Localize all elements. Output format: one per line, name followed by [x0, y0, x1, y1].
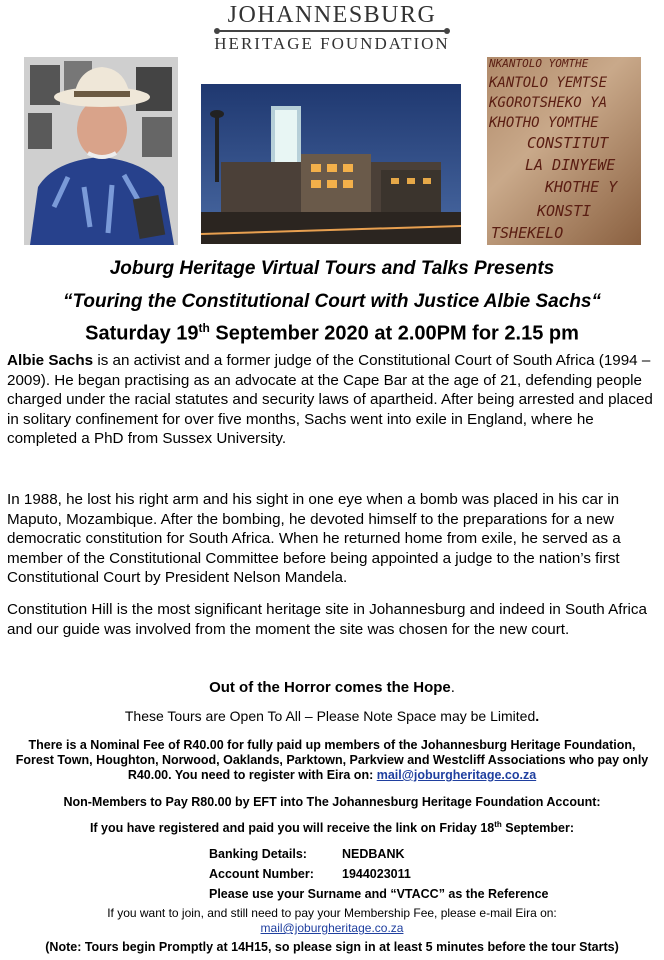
- payment-reference: Please use your Surname and “VTACC” as the Reference: [209, 887, 549, 901]
- bio-name: Albie Sachs: [7, 352, 94, 369]
- link-notice-suffix: th: [494, 820, 502, 829]
- albie-sachs-photo: [24, 57, 178, 245]
- tagline-period: .: [450, 679, 455, 696]
- tour-note: (Note: Tours begin Promptly at 14H15, so please sign in at least 5 minutes before the tour Starts): [45, 940, 619, 954]
- foundation-logo: [0, 2, 664, 54]
- wall-line: TSHEKELO: [491, 224, 564, 242]
- banking-label: Banking Details:: [209, 847, 307, 861]
- link-notice-end: September:: [501, 821, 575, 836]
- member-fee-text: There is a Nominal Fee of R40.00 for fully paid up members of the Johannesburg Heritage Foundation, Forest Town, Houghton, Norwood, Oaklands, Parktown, Parkview and Westcliff Associations who pay only R40.00. You need to register with Eira on:: [15, 738, 649, 782]
- account-label: Account Number:: [209, 867, 314, 881]
- event-date-suffix: th: [198, 321, 210, 335]
- logo-title: JOHANNESBURG: [227, 2, 437, 28]
- tagline-text: Out of the Horror comes the Hope: [209, 679, 451, 696]
- bio-text: is an activist and a former judge of the Constitutional Court of South Africa (1994 – 2009). He began practising as an advocate at the Cape Bar at the age of 21, defending people charged under the racial statutes and security laws of apartheid. After being arrested and placed in solitary confinement for over five months, Sachs went into exile in England, where he completed a PhD from Sussex University.: [7, 352, 653, 447]
- wall-line: KHOTHO YOMTHE: [489, 115, 599, 131]
- membership-text: If you want to join, and still need to pay your Membership Fee, please e-mail Eira on:: [107, 906, 557, 920]
- event-date-day: Saturday 19: [85, 322, 199, 345]
- portrait-illustration: [24, 57, 178, 245]
- wall-line: CONSTITUT: [527, 134, 609, 152]
- event-date: [0, 321, 664, 346]
- bio-paragraph-2: In 1988, he lost his right arm and his sight in one eye when a bomb was placed in his car in Maputo, Mozambique. After the bombing, he devoted himself to the preparations for a new democratic constitution for South Africa. When he returned home from exile, he served as a member of the Constitutional Committee before being appointed a judge to the nation’s first Constitutional Court by President Nelson Mandela.: [7, 491, 621, 586]
- wall-line: KONSTI: [537, 202, 592, 220]
- heritage-paragraph: Constitution Hill is the most significant heritage site in Johannesburg and indeed in South Africa and our guide was involved from the moment the site was chosen for the new court.: [7, 601, 647, 638]
- logo-subtitle: HERITAGE FOUNDATION: [214, 34, 450, 53]
- wall-line: LA DINYEWE: [525, 156, 616, 174]
- bio-paragraph-1: [7, 351, 659, 449]
- open-notice-period: .: [535, 708, 540, 724]
- event-presenter: Joburg Heritage Virtual Tours and Talks Presents: [109, 258, 555, 279]
- member-fee-notice: [12, 738, 652, 783]
- court-building-illustration: [201, 84, 461, 244]
- open-notice: [0, 708, 664, 724]
- wall-line: NKANTOLO YOMTHE: [489, 57, 589, 70]
- account-number: 1944023011: [342, 867, 411, 881]
- open-notice-text: These Tours are Open To All – Please Note Space may be Limited: [124, 708, 536, 724]
- logo-divider: [216, 30, 448, 32]
- bank-name: NEDBANK: [342, 847, 405, 861]
- event-title: “Touring the Constitutional Court with Justice Albie Sachs“: [62, 291, 601, 312]
- link-notice-text: If you have registered and paid you will receive the link on Friday 18: [89, 821, 495, 836]
- wall-line: KGOROTSHEKO YA: [489, 95, 608, 111]
- membership-notice: [0, 906, 664, 936]
- register-email-link[interactable]: mail@joburgheritage.co.za: [376, 768, 537, 782]
- link-notice: [0, 820, 664, 835]
- event-date-time: September 2020 at 2.00PM for 2.15 pm: [209, 322, 579, 345]
- account-number-row: [209, 867, 411, 881]
- banking-details-row: [209, 847, 405, 861]
- constitution-wall-photo: [487, 57, 641, 245]
- non-member-fee-notice: Non-Members to Pay R80.00 by EFT into The Johannesburg Heritage Foundation Account:: [63, 795, 601, 809]
- wall-line: KANTOLO YEMTSE: [489, 75, 608, 91]
- tagline: [0, 679, 664, 696]
- constitutional-court-photo: [201, 84, 461, 244]
- membership-email-link[interactable]: mail@joburgheritage.co.za: [260, 921, 404, 935]
- wall-line: KHOTHE Y: [545, 178, 618, 196]
